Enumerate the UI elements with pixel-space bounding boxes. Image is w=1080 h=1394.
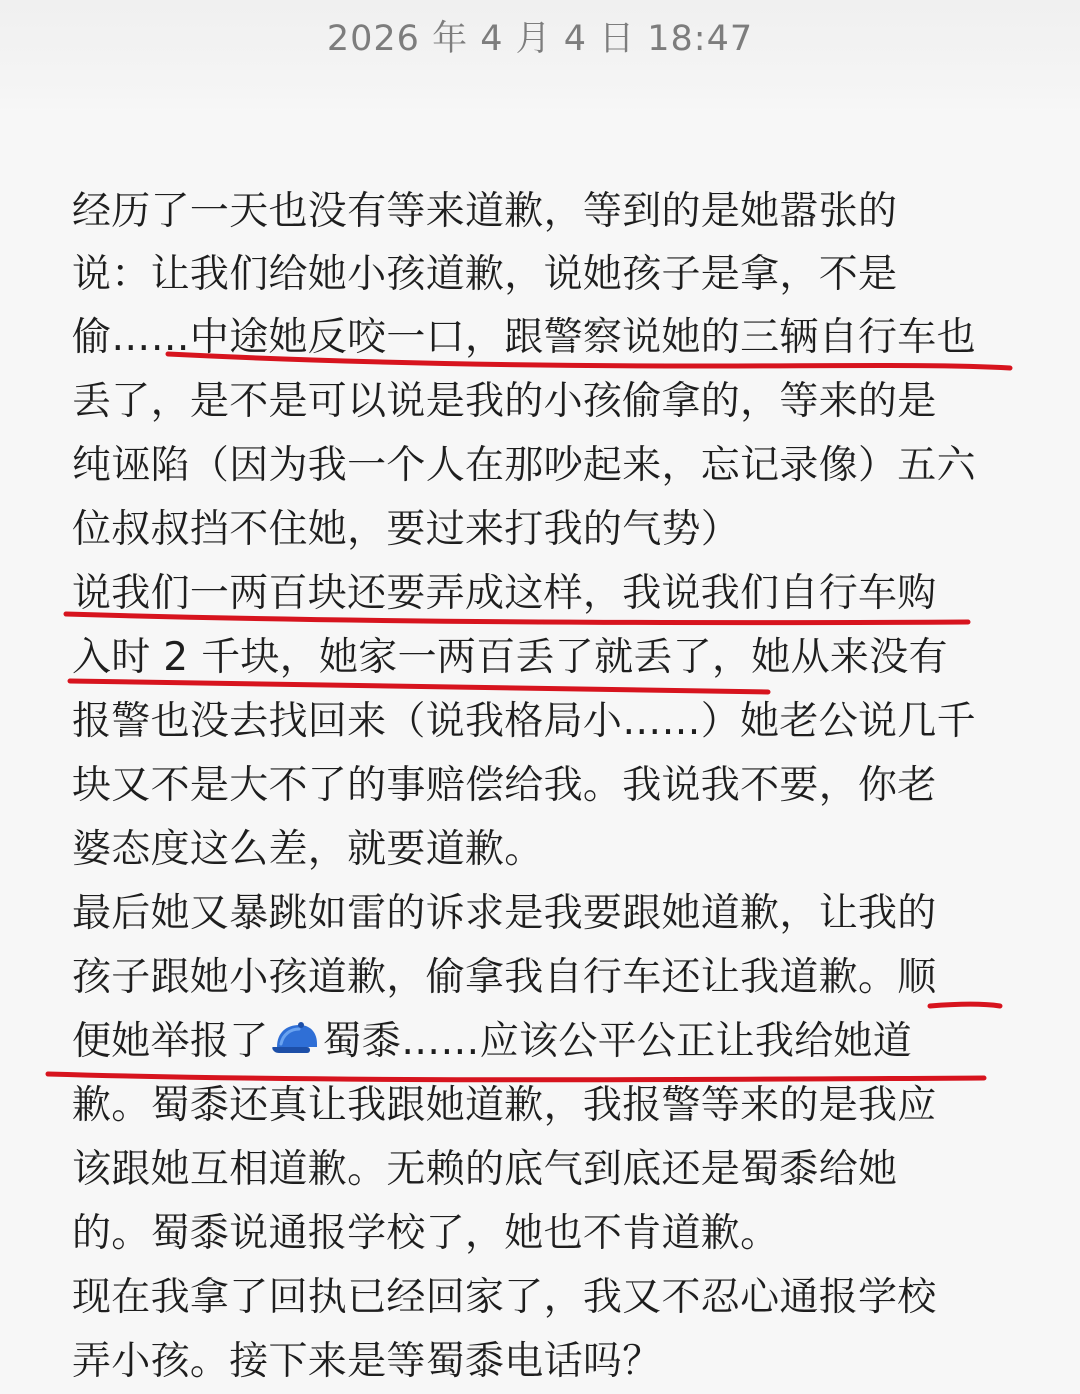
note-line xyxy=(72,499,740,561)
note-text-underlined: 蜀黍……应该公平公正让我给她道 xyxy=(322,1019,913,1064)
note-text: 说：让我们给她小孩道歉，说她孩子是拿，不是 xyxy=(72,252,898,297)
note-line xyxy=(72,1203,779,1265)
police-cap-icon xyxy=(271,1017,321,1057)
note-text: 经历了一天也没有等来道歉，等到的是她嚣张的 xyxy=(72,189,898,234)
note-text: 丢了，是不是可以说是我的小孩偷拿的，等来的是 xyxy=(72,379,937,424)
note-text-underlined: 说我们一两百块还要弄成这样，我说我们自行车购 xyxy=(72,571,937,616)
note-text: 现在我拿了回执已经回家了，我又不忍心通报学校 xyxy=(72,1275,937,1320)
note-text-underlined: 入时 2 千块，她家一两百丢了就丢了，她从来没有 xyxy=(72,635,948,680)
note-text: 最后她又暴跳如雷的诉求是我要跟她道歉，让我的 xyxy=(72,891,937,936)
note-text: 块又不是大不了的事赔偿给我。我说我不要，你老 xyxy=(72,763,937,808)
note-line xyxy=(72,181,897,243)
note-line xyxy=(72,691,976,753)
note-text: 的。蜀黍说通报学校了，她也不肯道歉。 xyxy=(72,1211,780,1256)
note-line xyxy=(72,563,937,625)
note-line xyxy=(72,1011,912,1073)
note-text: 该跟她互相道歉。无赖的底气到底还是蜀黍给她 xyxy=(72,1147,898,1192)
note-text: 孩子跟她小孩道歉，偷拿我自行车还让我道歉。顺 xyxy=(72,955,937,1000)
note-text: 报警也没去找回来（说我格局小……）她老公说几千 xyxy=(72,699,976,744)
note-text: 婆态度这么差，就要道歉。 xyxy=(72,827,544,872)
note-line xyxy=(72,627,948,689)
note-line xyxy=(72,1075,937,1137)
note-line xyxy=(72,819,544,881)
note-line xyxy=(72,1139,897,1201)
note-line xyxy=(72,307,976,369)
note-line xyxy=(72,883,937,945)
note-text: 位叔叔挡不住她，要过来打我的气势） xyxy=(72,507,741,552)
note-text: 偷…… xyxy=(72,315,190,360)
note-line xyxy=(72,947,937,1009)
note-line xyxy=(72,755,937,817)
note-text-underlined: 便她举报了 xyxy=(72,1019,269,1064)
note-text: 歉。蜀黍还真让我跟她道歉，我报警等来的是我应 xyxy=(72,1083,937,1128)
underline-mark xyxy=(930,1004,1000,1006)
note-timestamp: 2026 年 4 月 4 日 18:47 xyxy=(326,19,754,59)
note-line xyxy=(72,244,897,306)
note-line xyxy=(72,371,937,433)
note-line xyxy=(72,435,976,497)
note-line xyxy=(72,1331,662,1393)
note-text-underlined: 中途她反咬一口，跟警察说她的三辆自行车也 xyxy=(189,315,976,360)
note-text: 弄小孩。接下来是等蜀黍电话吗？ xyxy=(72,1339,662,1384)
note-text: 纯诬陷（因为我一个人在那吵起来，忘记录像）五六 xyxy=(72,443,976,488)
note-line xyxy=(72,1267,937,1329)
